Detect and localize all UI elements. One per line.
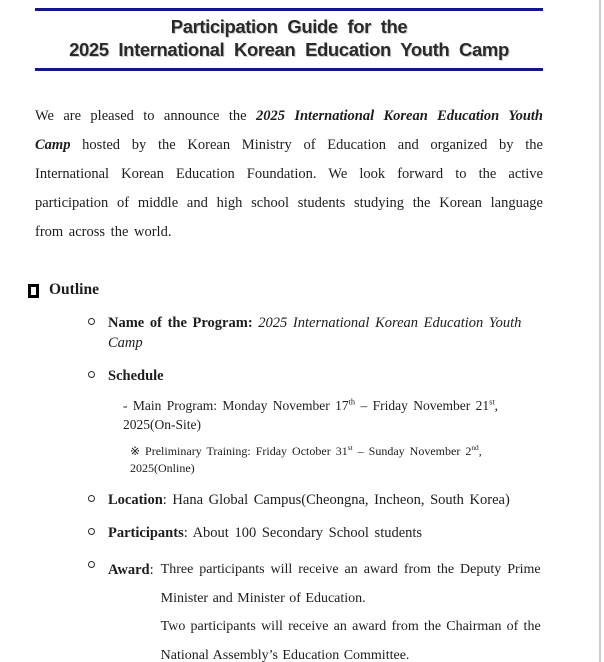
program-name-colon: : [247,315,259,331]
ordinal-suffix: st [489,397,495,407]
outline-heading-label: Outline [49,281,99,298]
outline-heading [28,280,543,300]
intro-text-before: We are pleased to announce the [35,108,256,124]
award-text [161,556,541,662]
schedule-block [108,366,543,477]
award-sentence-2: Two participants will receive an award from the Chairman of the National Assembly’s Education Committee. [160,619,541,662]
schedule-main-program-line [123,396,543,434]
title-line-2: 2025 International Korean Education Youth Camp [69,39,509,60]
outline-item-schedule [35,366,543,477]
title-banner [35,8,543,71]
preliminary-text: – Sunday November 2 [352,444,472,458]
document-body [35,102,543,662]
outline-item-location [35,490,543,510]
intro-camp-name: 2025 International Korean Education Youth Camp [35,108,543,153]
participants-line [108,523,422,543]
participants-value: : About 100 Secondary School students [183,525,423,541]
circle-bullet-icon [88,495,95,502]
preliminary-text: , 2025(Online) [130,444,482,475]
page-right-edge [599,0,601,662]
outline-item-program-name [35,313,543,353]
main-program-text: – Friday November 21 [355,398,490,413]
main-program-text: , 2025(On-Site) [123,398,499,432]
location-value: : Hana Global Campus(Cheongna, Incheon, South Korea) [162,492,510,508]
circle-bullet-icon [88,318,95,325]
award-block [108,556,541,662]
ordinal-suffix: nd [471,443,479,452]
schedule-preliminary-line [130,443,543,477]
circle-bullet-icon [88,528,95,535]
circle-bullet-icon [88,371,95,378]
title-line-1: Participation Guide for the [170,16,408,37]
award-label-group [108,556,154,662]
participants-label: Participants [108,525,184,541]
location-label: Location [108,492,163,508]
ordinal-suffix: st [347,443,353,452]
intro-text-after: hosted by the Korean Ministry of Education and organized by the International Korean Education Foundation. We look forward to the active participation of middle and high school students studying the Korean language from across the world. [35,137,543,240]
circle-bullet-icon [88,561,95,568]
location-line [108,490,510,510]
intro-paragraph [35,102,543,247]
square-bullet-icon [28,284,39,298]
program-name-line [108,313,543,353]
schedule-label: Schedule [108,368,164,384]
program-name-value: 2025 International Korean Education Youth Camp [108,315,522,351]
outline-item-participants [35,523,543,543]
program-name-label: Name of the Program [108,315,248,331]
award-sentence-1: Three participants will receive an award from the Deputy Prime Minister and Minister of Education. [160,562,541,606]
award-colon: : [149,562,154,578]
preliminary-text: ※ Preliminary Training: Friday October 31 [130,444,348,458]
main-program-text: - Main Program: Monday November 17 [123,398,349,413]
ordinal-suffix: th [348,397,356,407]
outline-item-award [35,556,543,662]
award-label: Award [108,562,150,578]
